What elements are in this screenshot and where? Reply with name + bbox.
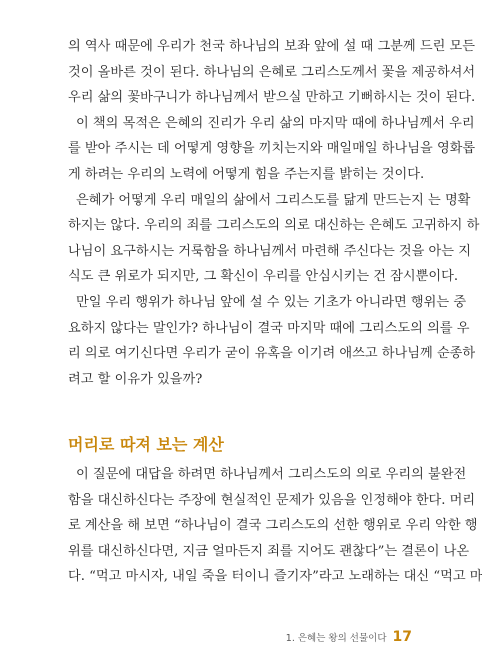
body-text-section-2 <box>68 462 482 590</box>
text-line: 식도 큰 위로가 되지만, 그 확신이 우리를 안심시키는 건 잠시뿐이다. <box>68 269 459 285</box>
text-line: 이 책의 목적은 은혜의 진리가 우리 삶의 마지막 때에 하나님께서 우리 <box>76 115 475 131</box>
text-line: 요하지 않다는 말인가? 하나님이 결국 마지막 때에 그리스도의 의를 우 <box>68 320 470 336</box>
paragraph-5 <box>68 462 482 590</box>
text-line: 위를 대신하신다면, 지금 얼마든지 죄를 지어도 괜찮다”는 결론이 나온 <box>68 543 470 559</box>
paragraph-3 <box>68 188 480 290</box>
body-text-section-1 <box>68 34 480 392</box>
page-footer <box>286 629 412 645</box>
text-line: 리 의로 여기신다면 우리가 굳이 유혹을 이기려 애쓰고 하나님께 순종하 <box>68 346 476 362</box>
text-line: 로 계산을 해 보면 “하나님이 결국 그리스도의 선한 행위로 우리 악한 행 <box>68 518 478 534</box>
text-line: 은혜가 어떻게 우리 매일의 삶에서 그리스도를 닮게 만드는지 는 명확 <box>76 192 471 208</box>
text-line: 게 하려는 우리의 노력에 어떻게 힘을 주는지를 밝히는 것이다. <box>68 166 425 182</box>
text-line: 것이 올바른 것이 된다. 하나님의 은혜로 그리스도께서 꽃을 제공하셔서 <box>68 64 476 80</box>
paragraph-2 <box>68 111 476 188</box>
text-line: 다. “먹고 마시자, 내일 죽을 터이니 즐기자”라고 노래하는 대신 “먹고 마 <box>68 569 482 585</box>
text-line: 를 받아 주시는 데 어떻게 영향을 끼치는지와 매일매일 하나님을 영화롭 <box>68 141 476 157</box>
text-line: 함을 대신하신다는 주장에 현실적인 문제가 있음을 인정해야 한다. 머리 <box>68 492 476 508</box>
text-line: 우리 삶의 꽃바구니가 하나님께서 받으실 만하고 기뻐하시는 것이 된다. <box>68 90 476 106</box>
text-line: 려고 할 이유가 있을까? <box>68 371 203 387</box>
paragraph-1 <box>68 34 476 111</box>
text-line: 하지는 않다. 우리의 죄를 그리스도의 의로 대신하는 은혜도 고귀하지 하 <box>68 218 480 234</box>
running-title: 1. 은혜는 왕의 선물이다 <box>285 633 387 644</box>
page-number: 17 <box>392 629 412 645</box>
text-line: 이 질문에 대답을 하려면 하나님께서 그리스도의 의로 우리의 불완전 <box>76 467 467 482</box>
text-line: 나님이 요구하시는 거룩함을 하나님께서 마련해 주신다는 것을 아는 지 <box>68 243 471 259</box>
text-line: 의 역사 때문에 우리가 천국 하나님의 보좌 앞에 설 때 그분께 드린 모든 <box>68 39 475 54</box>
text-line: 만일 우리 행위가 하나님 앞에 설 수 있는 기초가 아니라면 행위는 중 <box>76 294 467 310</box>
section-heading: 머리로 따져 보는 계산 <box>68 435 224 454</box>
paragraph-4 <box>68 290 476 392</box>
